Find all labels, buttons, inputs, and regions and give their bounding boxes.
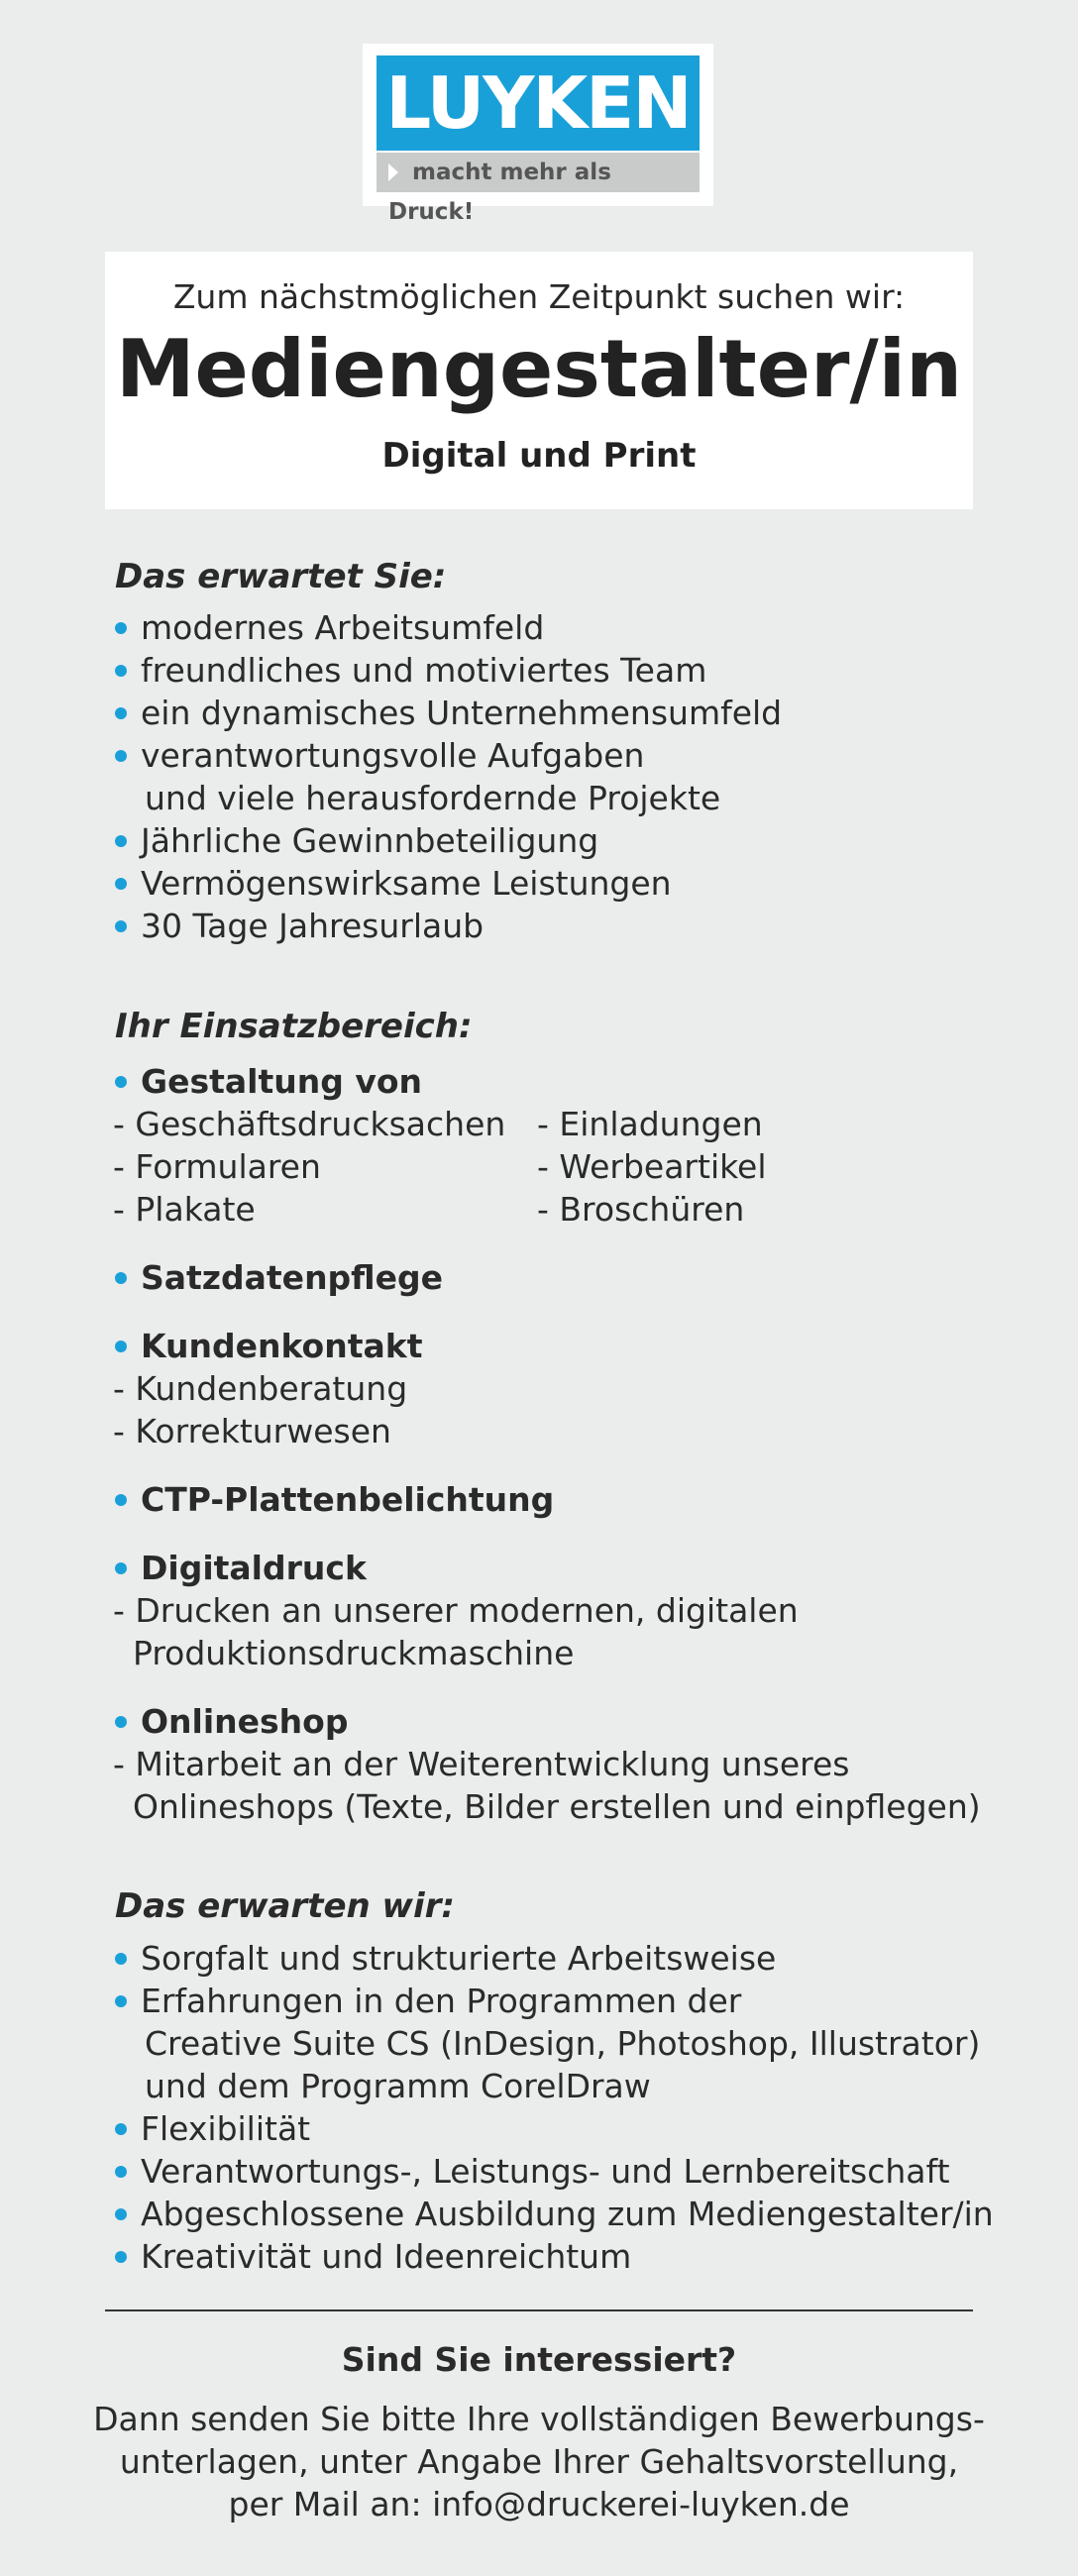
logo-brand: LUYKEN — [377, 55, 700, 151]
contact-email-line: per Mail an: info@druckerei-luyken.de — [228, 2485, 850, 2523]
list-item: ein dynamisches Unternehmensumfeld — [115, 692, 782, 734]
list-item: - Geschäftsdrucksachen — [113, 1105, 506, 1143]
contact-heading: Sind Sie interessiert? — [341, 2340, 737, 2379]
job-title: Mediengestalter/in — [115, 323, 963, 415]
job-subtitle: Digital und Print — [381, 436, 697, 476]
task-typesetting-title: Satzdatenpflege — [115, 1256, 443, 1299]
list-item: Flexibilität — [115, 2107, 994, 2150]
company-logo — [363, 44, 713, 225]
list-item: 30 Tage Jahresurlaub — [115, 905, 782, 947]
list-item: - Broschüren — [537, 1190, 745, 1229]
task-design-title: Gestaltung von — [115, 1060, 422, 1103]
offer-list — [115, 606, 782, 947]
design-list-left — [113, 1103, 505, 1231]
list-item: - Kundenberatung — [113, 1369, 408, 1408]
intro-text: Zum nächstmöglichen Zeitpunkt suchen wir: — [172, 277, 906, 316]
tasks-heading: Ihr Einsatzbereich: — [115, 1007, 473, 1046]
list-item: - Plakate — [113, 1190, 256, 1229]
list-item: Verantwortungs-, Leistungs- und Lernbereitschaft — [115, 2150, 994, 2193]
requirements-heading: Das erwarten wir: — [115, 1886, 455, 1926]
list-item: Abgeschlossene Ausbildung zum Mediengestalter/in — [115, 2193, 994, 2235]
list-item: - Drucken an unserer modernen, digitalen Produktionsdruckmaschine — [113, 1591, 799, 1672]
requirements-list — [115, 1937, 994, 2278]
logo-tagline: macht mehr als Druck! — [388, 160, 611, 225]
contact-text — [0, 2398, 1078, 2525]
customer-list — [113, 1367, 407, 1452]
list-item: freundliches und motiviertes Team — [115, 649, 782, 692]
list-item: - Werbeartikel — [537, 1147, 767, 1186]
list-item: modernes Arbeitsumfeld — [115, 606, 782, 649]
contact-line: Dann senden Sie bitte Ihre vollständigen Bewerbungs- — [93, 2400, 985, 2438]
divider — [105, 2309, 973, 2311]
job-header — [105, 252, 973, 509]
list-item: - Einladungen — [537, 1105, 763, 1143]
list-item: Kreativität und Ideenreichtum — [115, 2235, 994, 2278]
shop-list — [113, 1743, 981, 1828]
list-item: - Korrekturwesen — [113, 1412, 391, 1450]
task-customer-title: Kundenkontakt — [115, 1325, 422, 1367]
contact-line: unterlagen, unter Angabe Ihrer Gehaltsvorstellung, — [119, 2442, 959, 2481]
play-triangle-icon — [388, 163, 398, 181]
list-item: Sorgfalt und strukturierte Arbeitsweise — [115, 1937, 994, 1980]
list-item: verantwortungsvolle Aufgaben und viele herausfordernde Projekte — [115, 734, 782, 819]
offer-heading: Das erwartet Sie: — [115, 557, 447, 596]
design-list-right — [537, 1103, 767, 1231]
list-item: - Mitarbeit an der Weiterentwicklung unseres Onlineshops (Texte, Bilder erstellen und einpflegen) — [113, 1745, 981, 1826]
list-item: Erfahrungen in den Programmen der Creative Suite CS (InDesign, Photoshop, Illustrator) und dem Programm CorelDraw — [115, 1980, 994, 2107]
task-digital-title: Digitaldruck — [115, 1547, 367, 1589]
task-shop-title: Onlineshop — [115, 1700, 348, 1743]
list-item: - Formularen — [113, 1147, 321, 1186]
digital-list — [113, 1589, 799, 1674]
list-item: Vermögenswirksame Leistungen — [115, 862, 782, 905]
logo-tagline-bar — [377, 153, 700, 225]
list-item: Jährliche Gewinnbeteiligung — [115, 819, 782, 862]
task-ctp-title: CTP-Plattenbelichtung — [115, 1478, 554, 1521]
